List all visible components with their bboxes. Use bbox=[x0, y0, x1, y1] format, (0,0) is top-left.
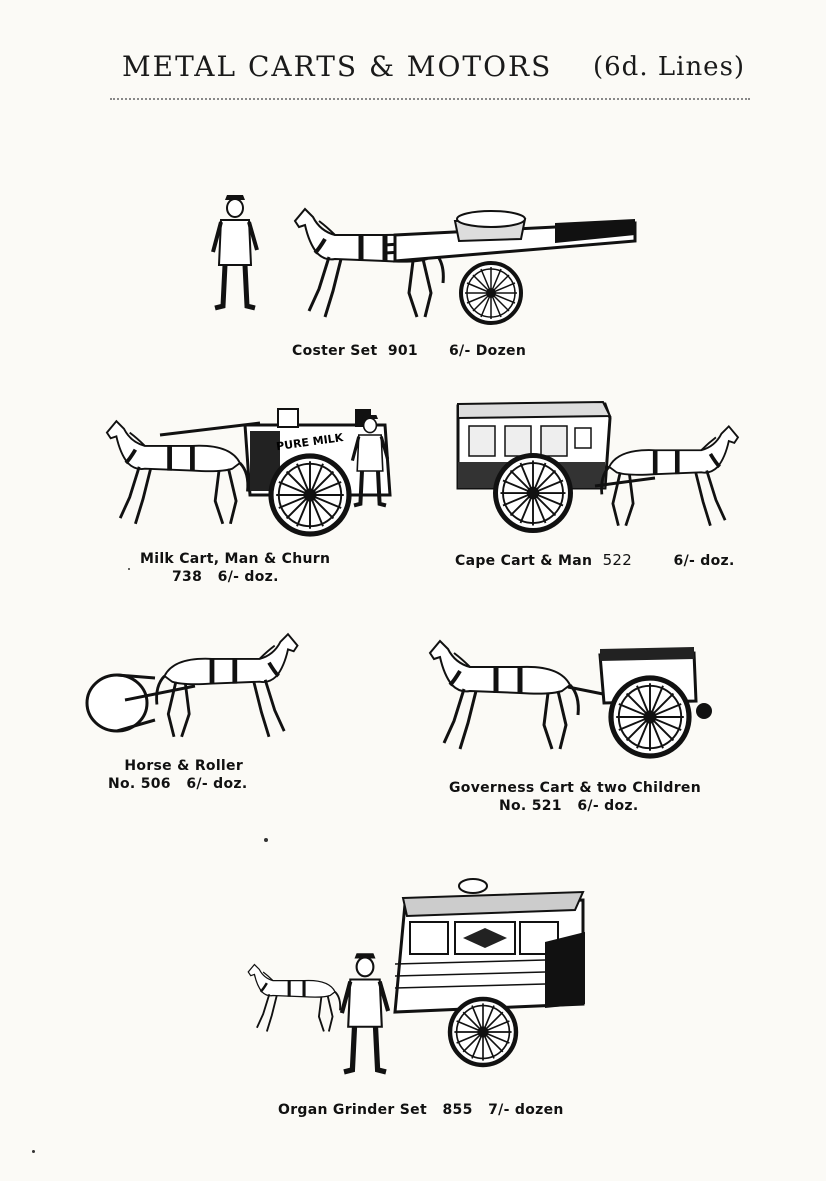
horse-icon bbox=[430, 641, 578, 749]
item-number: No. 521 bbox=[499, 798, 562, 814]
horse-icon bbox=[295, 209, 443, 317]
wheel-icon bbox=[496, 456, 571, 531]
item-number: 855 bbox=[442, 1102, 473, 1118]
man-icon bbox=[213, 195, 257, 308]
wheel-icon bbox=[611, 678, 689, 756]
wheel-icon bbox=[271, 456, 349, 534]
speck bbox=[128, 568, 130, 570]
item-price: 7/- dozen bbox=[488, 1102, 564, 1118]
item-price: 6/- doz. bbox=[673, 553, 735, 569]
caption-milk bbox=[140, 551, 330, 585]
item-price: 6/- doz. bbox=[186, 776, 248, 792]
horse-icon bbox=[602, 426, 738, 525]
item-number: 901 bbox=[387, 343, 418, 359]
item-name: Governess Cart & two Children bbox=[449, 780, 701, 796]
item-name: Milk Cart, Man & Churn bbox=[140, 551, 331, 567]
speck bbox=[264, 838, 268, 842]
page-title: METAL CARTS & MOTORS bbox=[122, 50, 553, 83]
horse-icon bbox=[107, 421, 248, 524]
item-price: 6/- Dozen bbox=[449, 343, 527, 359]
item-price: 6/- doz. bbox=[577, 798, 639, 814]
horse-icon bbox=[248, 965, 340, 1032]
item-number: 738 bbox=[172, 569, 203, 585]
wheel-icon bbox=[461, 263, 521, 323]
organ-grinder-illustration bbox=[245, 872, 590, 1077]
governess-cart-illustration bbox=[428, 625, 718, 765]
cart-icon bbox=[385, 211, 635, 261]
cart-icon bbox=[395, 879, 585, 1012]
caption-cape bbox=[455, 551, 735, 569]
item-name: Organ Grinder Set bbox=[278, 1102, 427, 1118]
wheel-icon bbox=[87, 675, 155, 731]
wheel-icon bbox=[450, 999, 516, 1065]
milk-cart-illustration bbox=[100, 395, 400, 545]
cape-cart-illustration bbox=[455, 398, 750, 543]
item-number: 522 bbox=[602, 551, 633, 569]
man-icon bbox=[342, 953, 388, 1072]
item-name: Horse & Roller bbox=[124, 758, 244, 774]
item-name: Coster Set bbox=[292, 343, 378, 359]
caption-governess bbox=[449, 780, 701, 814]
caption-coster bbox=[292, 343, 526, 359]
cart-label: PURE MILK bbox=[275, 431, 344, 454]
caption-roller bbox=[108, 758, 248, 792]
caption-organ bbox=[278, 1102, 564, 1118]
header-rule bbox=[110, 98, 750, 100]
item-price: 6/- doz. bbox=[217, 569, 279, 585]
coster-set-illustration bbox=[195, 135, 645, 335]
horse-roller-illustration bbox=[85, 628, 310, 738]
item-number: No. 506 bbox=[108, 776, 171, 792]
horse-icon bbox=[157, 634, 298, 737]
item-name: Cape Cart & Man bbox=[455, 553, 593, 569]
page-subtitle: (6d. Lines) bbox=[593, 52, 746, 82]
speck bbox=[32, 1150, 35, 1153]
